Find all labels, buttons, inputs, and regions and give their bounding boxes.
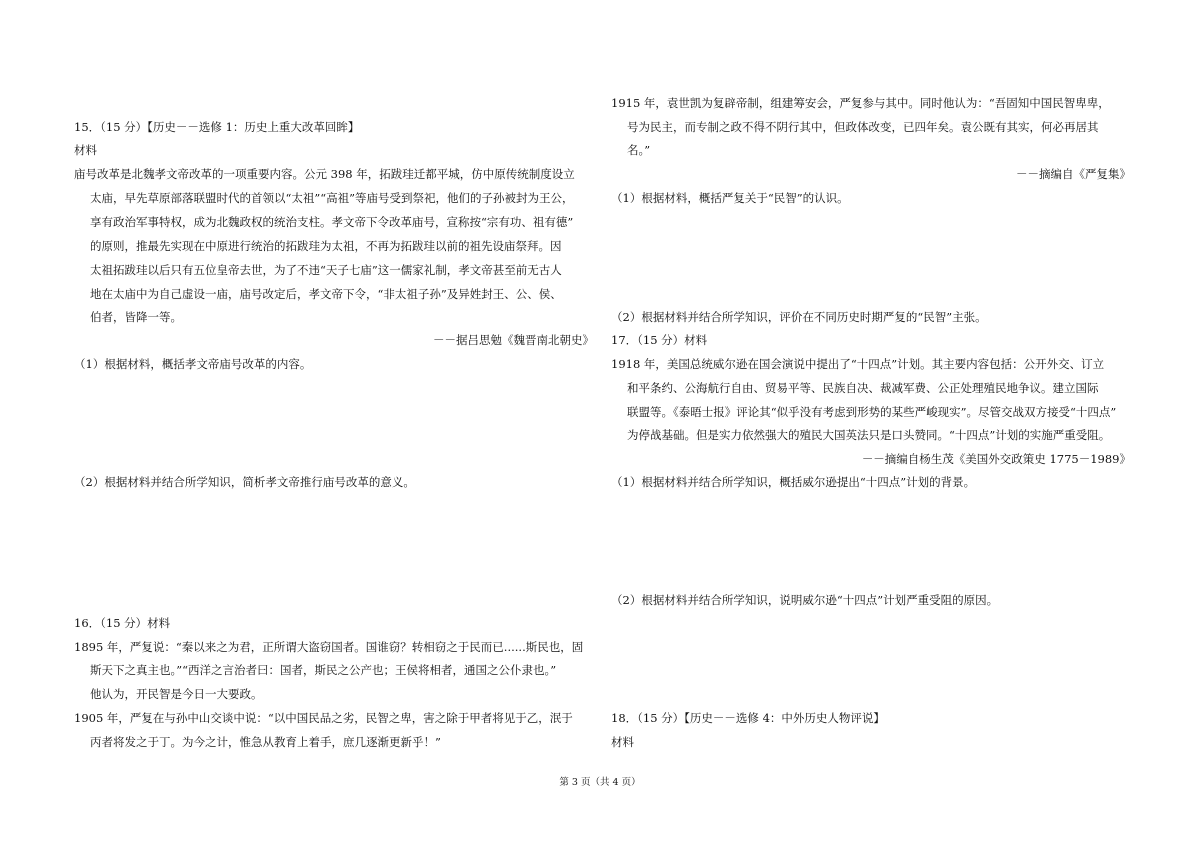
question-17-subquestion-2: （2）根据材料并结合所学知识，说明威尔逊“十四点”计划严重受阻的原因。 — [611, 593, 999, 607]
question-16-paragraph-line: 1905 年，严复在与孙中山交谈中说：“以中国民品之劣，民智之卑，害之除于甲者将见于乙，泯于 — [74, 711, 573, 725]
question-17-paragraph-line: 1918 年，美国总统威尔逊在国会演说中提出了“十四点”计划。其主要内容包括：公开外交、订立 — [611, 357, 1105, 371]
question-15-paragraph-line: 的原则，推最先实现在中原进行统治的拓跋珪为太祖，不再为拓跋珪以前的祖先设庙祭拜。因 — [90, 239, 562, 253]
question-16-subquestion-1: （1）根据材料，概括严复关于“民智”的认识。 — [611, 191, 849, 205]
question-16-subquestion-2: （2）根据材料并结合所学知识，评价在不同历史时期严复的“民智”主张。 — [611, 310, 987, 324]
page-footer: 第 3 页（共 4 页） — [559, 777, 641, 788]
question-17-paragraph-line: 为停战基础。但是实力依然强大的殖民大国英法只是口头赞同。“十四点”计划的实施严重受阻。 — [627, 428, 1111, 442]
question-17-source: －－摘编自杨生茂《美国外交政策史 1775－1989》 — [861, 452, 1131, 466]
question-15-paragraph-line: 伯者，皆降一等。 — [90, 310, 182, 324]
question-15-paragraph-line: 地在太庙中为自己虚设一庙，庙号改定后，孝文帝下令，“非太祖子孙”及异姓封王、公、侯、 — [90, 287, 562, 301]
question-15-subquestion-2: （2）根据材料并结合所学知识，简析孝文帝推行庙号改革的意义。 — [74, 475, 415, 489]
question-16-title: 16．（15 分）材料 — [74, 616, 171, 630]
question-18-title: 18．（15 分）【历史－－选修 4：中外历史人物评说】 — [611, 711, 885, 725]
question-17-paragraph-line: 和平条约、公海航行自由、贸易平等、民族自决、裁减军费、公正处理殖民地争议。建立国际 — [627, 381, 1099, 395]
question-15-paragraph-line: 庙号改革是北魏孝文帝改革的一项重要内容。公元 398 年，拓跋珪迁都平城，仿中原传统制度设立 — [74, 167, 575, 181]
question-16-paragraph-line: 1895 年，严复说：“秦以来之为君，正所谓大盗窃国者。国谁窃？转相窃之于民而已......斯民也，固 — [74, 640, 584, 654]
question-15-material-label: 材料 — [74, 143, 97, 157]
question-16-paragraph-line: 号为民主，而专制之政不得不阴行其中，但政体改变，已四年矣。袁公既有其实，何必再居其 — [627, 120, 1099, 134]
question-15-source: －－据吕思勉《魏晋南北朝史》 — [433, 333, 594, 347]
question-16-paragraph-line: 他认为，开民智是今日一大要政。 — [90, 687, 263, 701]
question-17-title: 17．（15 分）材料 — [611, 333, 708, 347]
question-16-source: －－摘编自《严复集》 — [1016, 167, 1131, 181]
question-16-paragraph-line: 名。” — [627, 143, 651, 157]
question-16-paragraph-line: 丙者将发之于丁。为今之计，惟急从教育上着手，庶几逐渐更新乎！” — [90, 735, 441, 749]
question-17-subquestion-1: （1）根据材料并结合所学知识，概括威尔逊提出“十四点”计划的背景。 — [611, 475, 976, 489]
question-15-title: 15．（15 分）【历史－－选修 1：历史上重大改革回眸】 — [74, 120, 360, 134]
question-17-paragraph-line: 联盟等。《泰晤士报》评论其“似乎没有考虑到形势的某些严峻现实”。尽管交战双方接受“十四点” — [627, 405, 1117, 419]
question-15-paragraph-line: 享有政治军事特权，成为北魏政权的统治支柱。孝文帝下令改革庙号，宣称按“宗有功、祖有德” — [90, 215, 574, 229]
question-15-paragraph-line: 太庙，早先草原部落联盟时代的首领以“太祖”“高祖”等庙号受到祭祀，他们的子孙被封为王公， — [90, 191, 574, 205]
question-18-material-label: 材料 — [611, 735, 634, 749]
question-15-subquestion-1: （1）根据材料，概括孝文帝庙号改革的内容。 — [74, 357, 312, 371]
question-16-paragraph-line: 1915 年，袁世凯为复辟帝制，组建筹安会，严复参与其中。同时他认为：“吾固知中国民智卑卑， — [611, 96, 1110, 110]
question-16-paragraph-line: 斯天下之真主也。”“西洋之言治者曰：国者，斯民之公产也；王侯将相者，通国之公仆隶也。” — [90, 663, 557, 677]
question-15-paragraph-line: 太祖拓跋珪以后只有五位皇帝去世，为了不违“天子七庙”这一儒家礼制，孝文帝甚至前无古人 — [90, 263, 562, 277]
